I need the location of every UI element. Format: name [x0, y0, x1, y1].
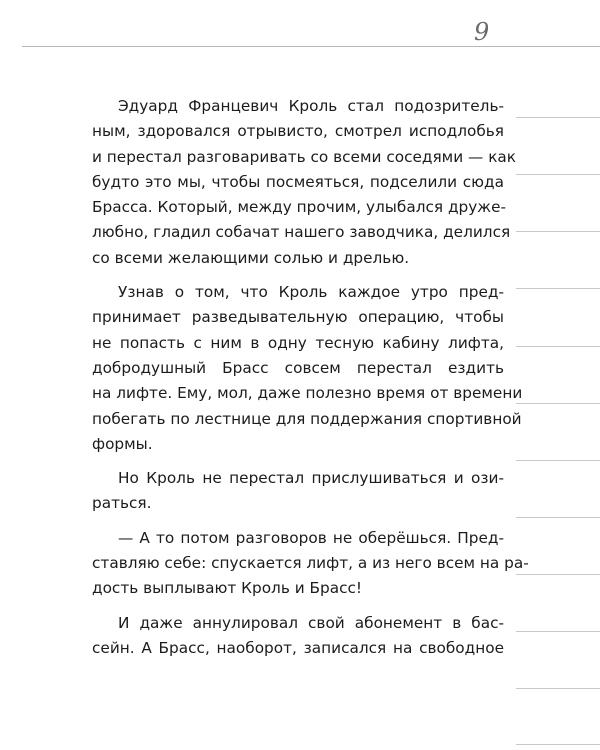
paragraph	[92, 526, 529, 602]
margin-rule	[516, 231, 600, 232]
text-line: сейн. А Брасс, наоборот, записался на свободное	[92, 638, 504, 657]
text-line: Но Кроль не перестал прислушиваться и ози-	[118, 469, 504, 488]
body-text	[92, 94, 529, 670]
text-line: добродушный Брасс совсем перестал ездить	[92, 358, 504, 377]
header-rule	[22, 46, 600, 47]
text-line: формы.	[92, 434, 153, 453]
margin-rule	[516, 460, 600, 461]
text-line: любно, гладил собачат нашего заводчика, делился	[92, 223, 511, 242]
text-line: ным, здоровался отрывисто, смотрел исподлобья	[92, 122, 504, 141]
text-line: не попасть с ним в одну тесную кабину лифта,	[92, 333, 504, 352]
margin-rule	[516, 517, 600, 518]
page-number: 9	[474, 18, 490, 46]
paragraph	[92, 611, 504, 662]
text-line: побегать по лестнице для поддержания спортивной	[92, 409, 522, 428]
paragraph	[92, 466, 504, 517]
margin-rule	[516, 117, 600, 118]
paragraph	[92, 280, 523, 457]
right-margin-rules	[516, 60, 600, 750]
text-line: на лифте. Ему, мол, даже полезно время от времени	[92, 384, 523, 403]
text-line: — А то потом разговоров не оберёшься. Пред-	[118, 528, 504, 547]
text-line: ставляю себе: спускается лифт, а из него всем на ра-	[92, 554, 529, 573]
text-line: принимает разведывательную операцию, чтобы	[92, 308, 504, 327]
text-line: Узнав о том, что Кроль каждое утро пред-	[118, 283, 504, 302]
margin-rule	[516, 174, 600, 175]
text-line: Брасса. Который, между прочим, улыбался друже-	[92, 198, 506, 217]
text-line: раться.	[92, 494, 152, 513]
margin-rule	[516, 744, 600, 745]
margin-rule	[516, 688, 600, 689]
text-line: со всеми желающими солью и дрелью.	[92, 248, 410, 267]
margin-rule	[516, 574, 600, 575]
margin-rule	[516, 288, 600, 289]
text-line: дость выплывают Кроль и Брасс!	[92, 579, 363, 598]
paragraph	[92, 94, 517, 271]
text-line: и перестал разговаривать со всеми соседями — как	[92, 147, 517, 166]
margin-rule	[516, 403, 600, 404]
text-line: будто это мы, чтобы посмеяться, подселили сюда	[92, 172, 504, 191]
margin-rule	[516, 346, 600, 347]
text-line: И даже аннулировал свой абонемент в бас-	[118, 613, 504, 632]
text-line: Эдуард Францевич Кроль стал подозритель-	[118, 97, 504, 115]
margin-rule	[516, 631, 600, 632]
